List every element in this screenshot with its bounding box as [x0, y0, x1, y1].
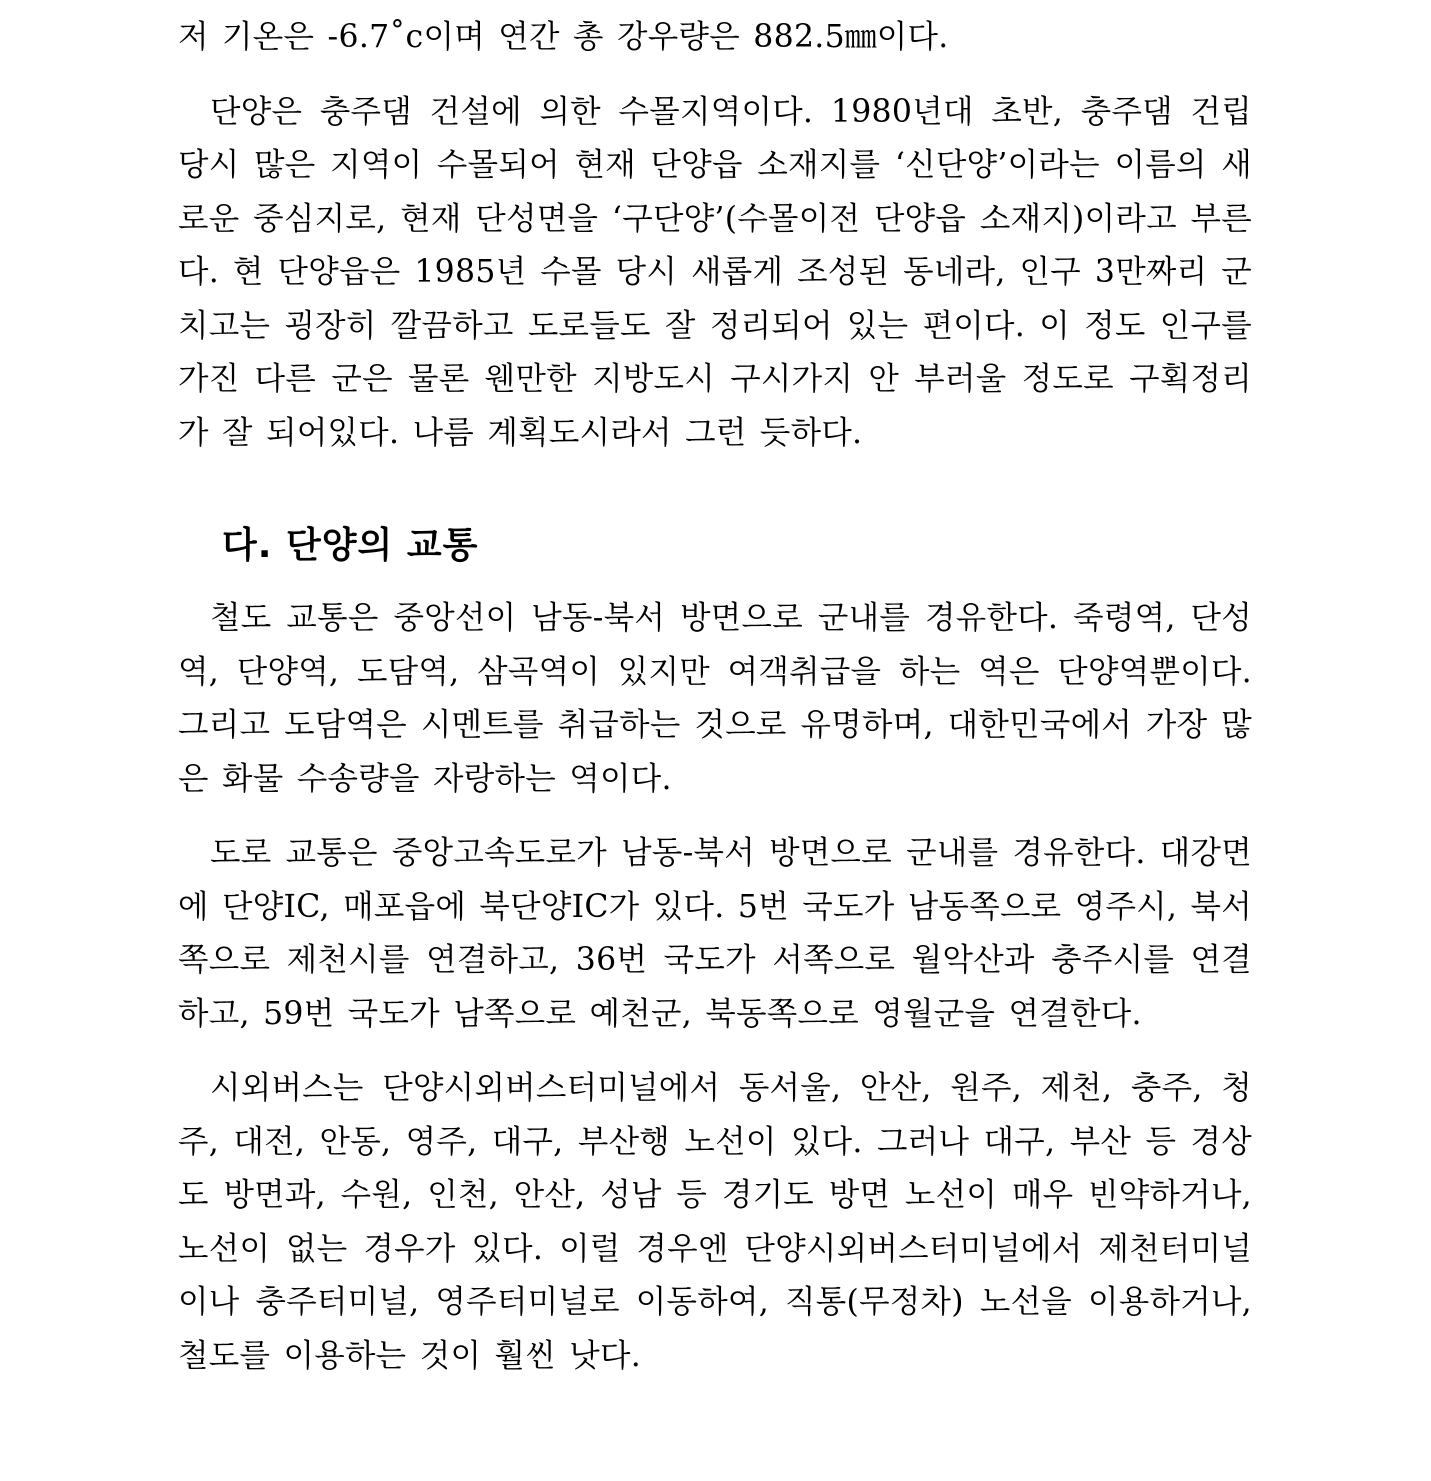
section-heading-transport: 다. 단양의 교통 [222, 525, 479, 566]
paragraph-road-transport: 도로 교통은 중앙고속도로가 남동-북서 방면으로 군내를 경유한다. 대강면에 단양IC, 매포읍에 북단양IC가 있다. 5번 국도가 남동쪽으로 영주시, 북서쪽으로 제천시를 연결하고, 36번 국도가 서쪽으로 월악산과 충주시를 연결하고, 59번 국도가 남쪽으로 예천군, 북동쪽으로 영월군을 연결한다. [178, 835, 1252, 1032]
paragraph-rail-transport: 철도 교통은 중앙선이 남동-북서 방면으로 군내를 경유한다. 죽령역, 단성역, 단양역, 도담역, 삼곡역이 있지만 여객취급을 하는 역은 단양역뿐이다. 그리고 도담역은 시멘트를 취급하는 것으로 유명하며, 대한민국에서 가장 많은 화물 수송량을 자랑하는 역이다. [178, 600, 1252, 797]
paragraph-dam-submersion: 단양은 충주댐 건설에 의한 수몰지역이다. 1980년대 초반, 충주댐 건립 당시 많은 지역이 수몰되어 현재 단양읍 소재지를 ‘신단양’이라는 이름의 새로운 중심지로, 현재 단성면을 ‘구단양’(수몰이전 단양읍 소재지)이라고 부른다. 현 단양읍은 1985년 수몰 당시 새롭게 조성된 동네라, 인구 3만짜리 군 치고는 굉장히 깔끔하고 도로들도 잘 정리되어 있는 편이다. 이 정도 인구를 가진 다른 군은 물론 웬만한 지방도시 구시가지 안 부러울 정도로 구획정리가 잘 되어있다. 나름 계획도시라서 그런 듯하다. [178, 93, 1252, 451]
document-page [178, 0, 1252, 1383]
paragraph-intercity-bus: 시외버스는 단양시외버스터미널에서 동서울, 안산, 원주, 제천, 충주, 청주, 대전, 안동, 영주, 대구, 부산행 노선이 있다. 그러나 대구, 부산 등 경상도 방면과, 수원, 인천, 안산, 성남 등 경기도 방면 노선이 매우 빈약하거나, 노선이 없는 경우가 있다. 이럴 경우엔 단양시외버스터미널에서 제천터미널이나 충주터미널, 영주터미널로 이동하여, 직통(무정차) 노선을 이용하거나, 철도를 이용하는 것이 훨씬 낫다. [178, 1070, 1252, 1374]
paragraph-climate-tail: 저 기온은 -6.7˚c이며 연간 총 강우량은 882.5㎜이다. [178, 19, 949, 55]
